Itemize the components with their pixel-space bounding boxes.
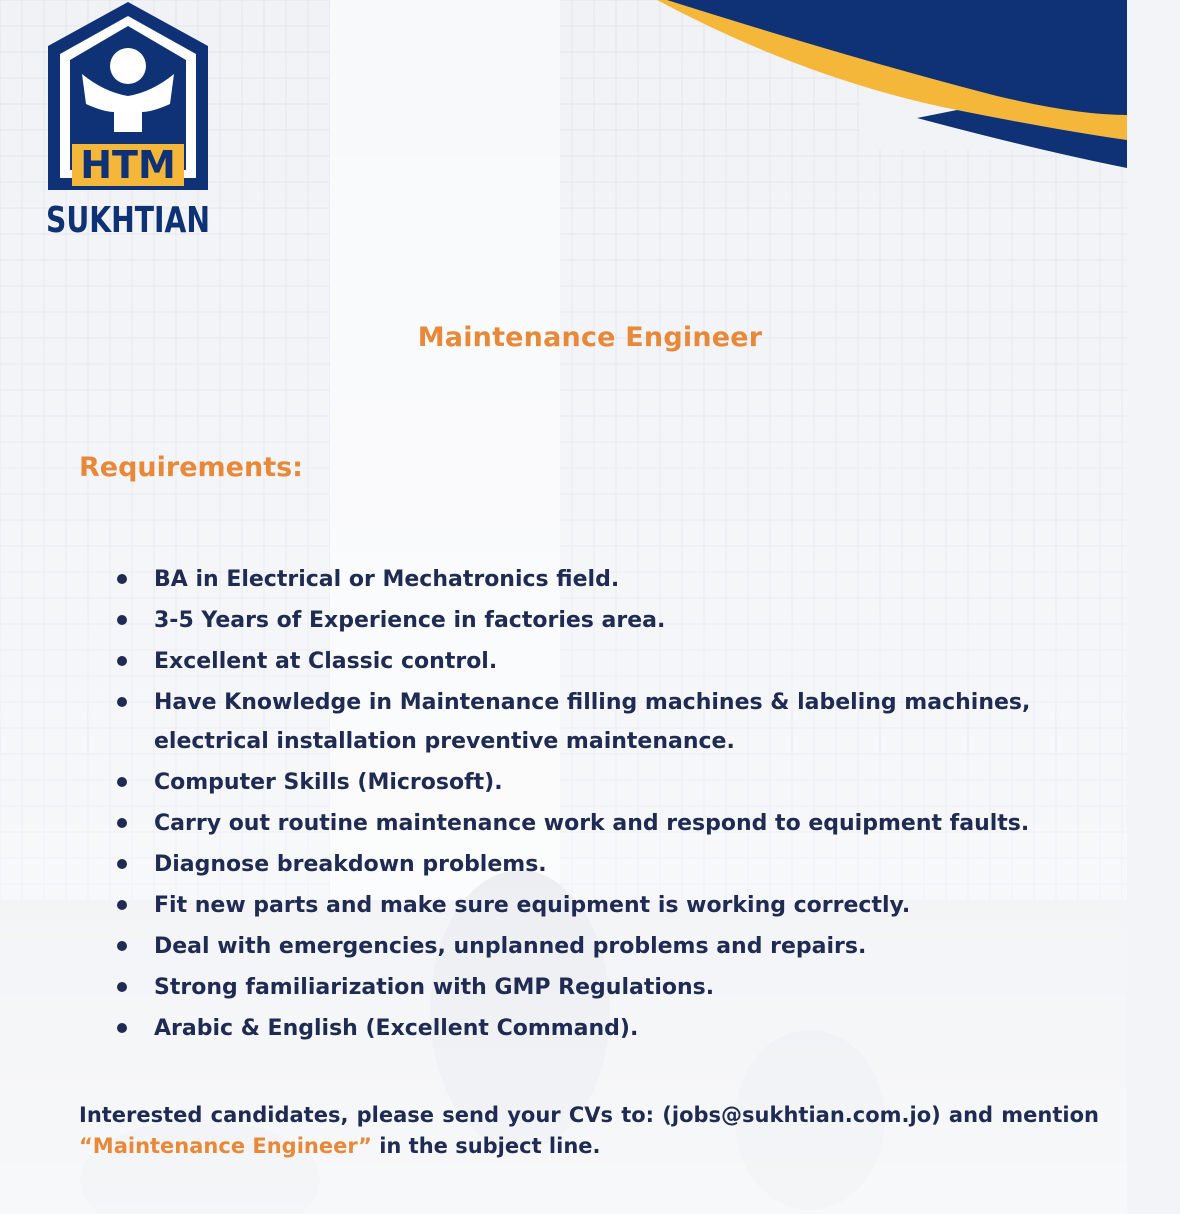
bullet-icon — [117, 697, 127, 707]
bullet-icon — [117, 615, 127, 625]
application-instructions — [79, 1100, 1099, 1162]
bullet-icon — [117, 941, 127, 951]
corner-wave-decoration — [657, 0, 1127, 170]
list-item: BA in Electrical or Mechatronics field. — [154, 560, 1104, 599]
list-item: Computer Skills (Microsoft). — [154, 763, 1104, 802]
list-item: Excellent at Classic control. — [154, 642, 1104, 681]
bullet-icon — [117, 859, 127, 869]
bullet-icon — [117, 818, 127, 828]
list-item: Fit new parts and make sure equipment is working correctly. — [154, 886, 1104, 925]
list-item: Deal with emergencies, unplanned problems and repairs. — [154, 927, 1104, 966]
footer-line-1: Interested candidates, please send your CVs to: (jobs@sukhtian.com.jo) and mention — [79, 1103, 1099, 1127]
footer-line-2-rest: in the subject line. — [371, 1134, 601, 1158]
bullet-icon — [117, 656, 127, 666]
list-item: Arabic & English (Excellent Command). — [154, 1009, 1104, 1048]
bullet-icon — [117, 1023, 127, 1033]
htm-sukhtian-logo — [44, 0, 212, 241]
list-item: Have Knowledge in Maintenance filling machines & labeling machines, electrical installation preventive maintenance. — [154, 683, 1104, 761]
svg-text:HTM: HTM — [80, 143, 176, 187]
bullet-icon — [117, 574, 127, 584]
requirements-list — [154, 560, 1104, 1050]
list-item: Diagnose breakdown problems. — [154, 845, 1104, 884]
footer-line-2 — [79, 1131, 1099, 1162]
requirements-heading: Requirements: — [79, 452, 303, 483]
bullet-icon — [117, 777, 127, 787]
job-title: Maintenance Engineer — [417, 322, 763, 353]
list-item: Carry out routine maintenance work and respond to equipment faults. — [154, 804, 1104, 843]
bullet-icon — [117, 900, 127, 910]
list-item: Strong familiarization with GMP Regulations. — [154, 968, 1104, 1007]
subject-highlight: “Maintenance Engineer” — [79, 1134, 372, 1158]
bullet-icon — [117, 982, 127, 992]
svg-text:SUKHTIAN: SUKHTIAN — [46, 200, 210, 241]
list-item: 3-5 Years of Experience in factories area. — [154, 601, 1104, 640]
